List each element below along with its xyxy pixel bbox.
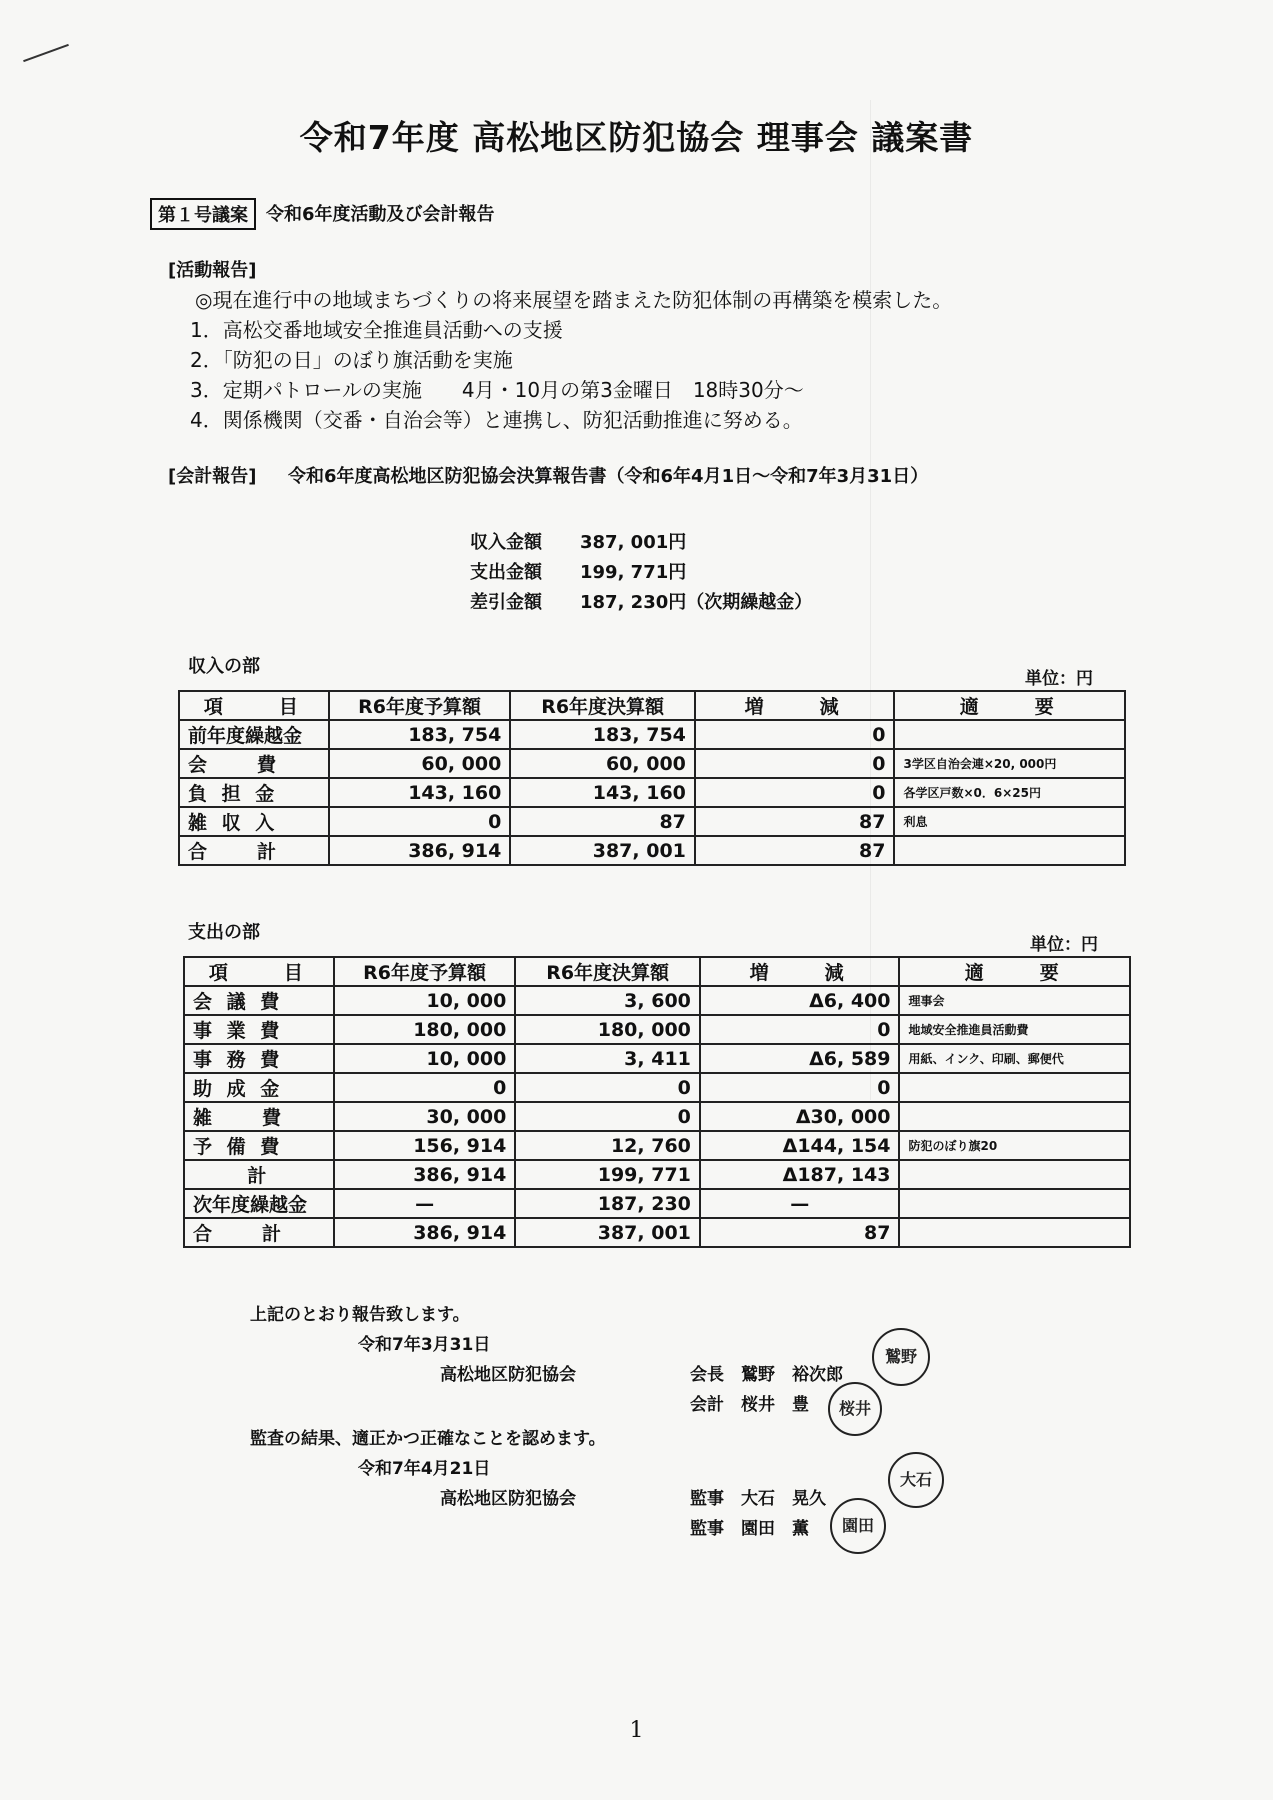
column-header: 適 要 [894, 691, 1125, 720]
note-cell [894, 836, 1125, 865]
table-row [179, 749, 1125, 778]
table-row [184, 986, 1130, 1015]
note-cell: 用紙、インク、印刷、郵便代 [899, 1044, 1130, 1073]
seal-stamp-president: 鷲野 [872, 1328, 930, 1386]
expense-table [183, 956, 1131, 1248]
report-statement: 上記のとおり報告致します。 [250, 1305, 470, 1325]
note-cell [899, 1160, 1130, 1189]
expense-heading: 支出の部 [188, 922, 260, 943]
seal-stamp-treasurer: 桜井 [828, 1382, 882, 1436]
note-cell [899, 1073, 1130, 1102]
budget-cell: 183, 754 [329, 720, 511, 749]
actual-cell: 183, 754 [510, 720, 695, 749]
budget-cell: 10, 000 [334, 986, 516, 1015]
note-cell: 利息 [894, 807, 1125, 836]
row-item: 前年度繰越金 [179, 720, 329, 749]
column-header: R6年度決算額 [510, 691, 695, 720]
row-item: 雑 費 [184, 1102, 334, 1131]
note-cell: 地域安全推進員活動費 [899, 1015, 1130, 1044]
audit-date: 令和7年4月21日 [358, 1459, 491, 1479]
actual-cell: 0 [515, 1073, 700, 1102]
diff-cell: 87 [695, 836, 895, 865]
diff-cell: 0 [700, 1015, 900, 1044]
diff-cell: Δ6, 589 [700, 1044, 900, 1073]
summary-income: 収入金額 387, 001円 [470, 532, 687, 553]
column-header: R6年度決算額 [515, 957, 700, 986]
actual-cell: 387, 001 [515, 1218, 700, 1247]
seal-stamp-auditor-1: 大石 [888, 1452, 944, 1508]
activity-item: 1．高松交番地域安全推進員活動への支援 [190, 318, 563, 342]
actual-cell: 3, 600 [515, 986, 700, 1015]
diff-cell: 0 [695, 720, 895, 749]
table-row [179, 720, 1125, 749]
audit-organization: 高松地区防犯協会 [440, 1489, 576, 1509]
budget-cell: 30, 000 [334, 1102, 516, 1131]
income-heading: 収入の部 [188, 656, 260, 677]
table-row [184, 1189, 1130, 1218]
diff-cell: Δ6, 400 [700, 986, 900, 1015]
budget-cell: 60, 000 [329, 749, 511, 778]
activity-report-label: [活動報告] [168, 260, 257, 281]
actual-cell: 87 [510, 807, 695, 836]
accounting-report-title: 令和6年度高松地区防犯協会決算報告書（令和6年4月1日～令和7年3月31日） [288, 466, 929, 487]
budget-cell: 156, 914 [334, 1131, 516, 1160]
audit-officer-2: 監事 園田 薫 [690, 1519, 809, 1539]
row-item: 次年度繰越金 [184, 1189, 334, 1218]
row-item: 会 議 費 [184, 986, 334, 1015]
diff-cell: 0 [695, 749, 895, 778]
actual-cell: 0 [515, 1102, 700, 1131]
income-table [178, 690, 1126, 866]
row-item: 事 務 費 [184, 1044, 334, 1073]
budget-cell: 386, 914 [334, 1218, 516, 1247]
audit-officer-1: 監事 大石 晃久 [690, 1489, 826, 1509]
actual-cell: 60, 000 [510, 749, 695, 778]
actual-cell: 3, 411 [515, 1044, 700, 1073]
note-cell: 各学区戸数×0．6×25円 [894, 778, 1125, 807]
report-date: 令和7年3月31日 [358, 1335, 491, 1355]
actual-cell: 387, 001 [510, 836, 695, 865]
activity-item: 2．「防犯の日」のぼり旗活動を実施 [190, 348, 513, 372]
table-row [179, 778, 1125, 807]
note-cell [899, 1102, 1130, 1131]
diff-cell: — [700, 1189, 900, 1218]
row-item: 予 備 費 [184, 1131, 334, 1160]
summary-balance: 差引金額 187, 230円（次期繰越金） [470, 592, 813, 613]
report-organization: 高松地区防犯協会 [440, 1365, 576, 1385]
summary-expense: 支出金額 199, 771円 [470, 562, 687, 583]
budget-cell: — [334, 1189, 516, 1218]
table-row [184, 1073, 1130, 1102]
row-item: 助 成 金 [184, 1073, 334, 1102]
row-item: 計 [184, 1160, 334, 1189]
expense-unit: 単位：円 [1030, 935, 1098, 955]
diff-cell: 87 [695, 807, 895, 836]
table-header-row [184, 957, 1130, 986]
activity-intro: ◎現在進行中の地域まちづくりの将来展望を踏まえた防犯体制の再構築を模索した。 [195, 288, 953, 312]
row-item: 雑 収 入 [179, 807, 329, 836]
table-row [184, 1131, 1130, 1160]
income-unit: 単位：円 [1025, 669, 1093, 689]
margin-pen-mark [23, 44, 69, 62]
column-header: 項 目 [184, 957, 334, 986]
accounting-report-label: [会計報告] [168, 466, 257, 487]
agenda-title: 令和6年度活動及び会計報告 [266, 204, 495, 225]
note-cell: 3学区自治会連×20, 000円 [894, 749, 1125, 778]
column-header: 適 要 [899, 957, 1130, 986]
page-number: 1 [629, 1718, 644, 1743]
table-row [184, 1015, 1130, 1044]
row-item: 会 費 [179, 749, 329, 778]
note-cell [899, 1189, 1130, 1218]
table-row [184, 1044, 1130, 1073]
budget-cell: 10, 000 [334, 1044, 516, 1073]
diff-cell: 87 [700, 1218, 900, 1247]
row-item: 合 計 [184, 1218, 334, 1247]
note-cell: 防犯のぼり旗20 [899, 1131, 1130, 1160]
row-item: 負 担 金 [179, 778, 329, 807]
table-row [184, 1102, 1130, 1131]
row-item: 合 計 [179, 836, 329, 865]
agenda-number: 第１号議案 [150, 198, 256, 230]
column-header: R6年度予算額 [334, 957, 516, 986]
table-row [179, 807, 1125, 836]
report-officer-president: 会長 鷲野 裕次郎 [690, 1365, 843, 1385]
column-header: R6年度予算額 [329, 691, 511, 720]
actual-cell: 12, 760 [515, 1131, 700, 1160]
table-header-row [179, 691, 1125, 720]
column-header: 増 減 [700, 957, 900, 986]
report-officer-treasurer: 会計 桜井 豊 [690, 1395, 809, 1415]
actual-cell: 187, 230 [515, 1189, 700, 1218]
actual-cell: 180, 000 [515, 1015, 700, 1044]
activity-item: 4．関係機関（交番・自治会等）と連携し、防犯活動推進に努める。 [190, 408, 803, 432]
activity-item: 3．定期パトロールの実施 4月・10月の第3金曜日 18時30分～ [190, 378, 804, 402]
table-total-row [179, 836, 1125, 865]
note-cell [899, 1218, 1130, 1247]
budget-cell: 0 [334, 1073, 516, 1102]
column-header: 項 目 [179, 691, 329, 720]
budget-cell: 180, 000 [334, 1015, 516, 1044]
page-title: 令和7年度 高松地区防犯協会 理事会 議案書 [299, 118, 974, 157]
diff-cell: Δ30, 000 [700, 1102, 900, 1131]
audit-statement: 監査の結果、適正かつ正確なことを認めます。 [250, 1429, 606, 1449]
diff-cell: 0 [700, 1073, 900, 1102]
budget-cell: 386, 914 [334, 1160, 516, 1189]
actual-cell: 143, 160 [510, 778, 695, 807]
actual-cell: 199, 771 [515, 1160, 700, 1189]
note-cell: 理事会 [899, 986, 1130, 1015]
table-subtotal-row [184, 1160, 1130, 1189]
budget-cell: 0 [329, 807, 511, 836]
diff-cell: 0 [695, 778, 895, 807]
seal-stamp-auditor-2: 園田 [830, 1498, 886, 1554]
column-header: 増 減 [695, 691, 895, 720]
budget-cell: 386, 914 [329, 836, 511, 865]
table-total-row [184, 1218, 1130, 1247]
row-item: 事 業 費 [184, 1015, 334, 1044]
diff-cell: Δ144, 154 [700, 1131, 900, 1160]
diff-cell: Δ187, 143 [700, 1160, 900, 1189]
budget-cell: 143, 160 [329, 778, 511, 807]
note-cell [894, 720, 1125, 749]
